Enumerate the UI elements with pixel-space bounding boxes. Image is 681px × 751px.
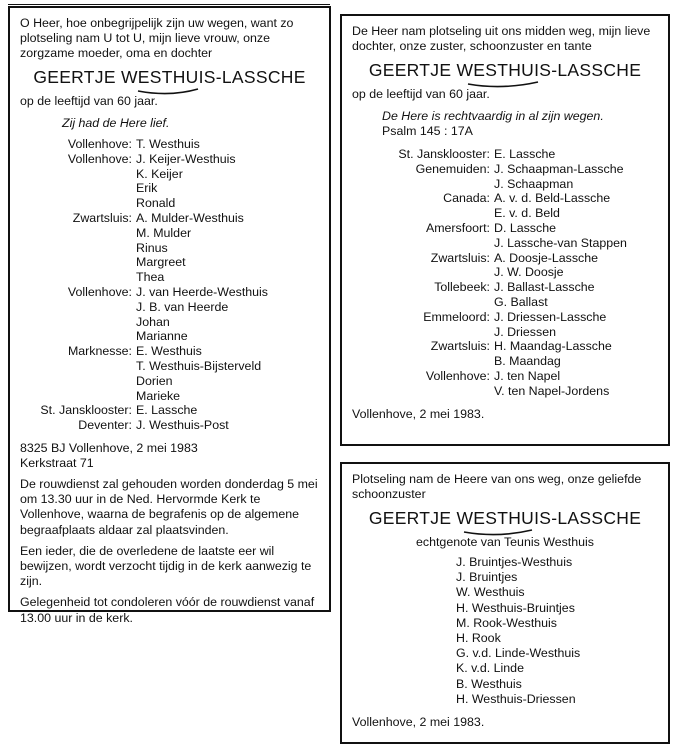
family-member: K. v.d. Linde [456, 661, 524, 676]
family-place [352, 384, 490, 399]
family-place [20, 181, 132, 196]
family-place [20, 241, 132, 256]
respect-paragraph: Een ieder, die de overledene de laatste eer wil bewijzen, wordt verzocht tijdig in de kerk aanwezig te zijn. [20, 543, 312, 589]
deceased-name-text: GEERTJE WESTHUIS-LASSCHE [33, 67, 306, 87]
date-line: Vollenhove, 2 mei 1983. [352, 406, 485, 421]
family-place: Emmeloord: [423, 309, 490, 324]
family-member: J. Lassche-van Stappen [494, 235, 627, 250]
family-member: Ronald [136, 196, 176, 211]
family-place: Zwartsluis: [72, 210, 132, 225]
quote: De Here is rechtvaardig in al zijn wegen. [382, 109, 604, 123]
family-place: Marknesse: [67, 344, 132, 359]
address-line: 8325 BJ Vollenhove, 2 mei 1983 [20, 440, 198, 455]
family-member: J. Bruintjes-Westhuis [456, 555, 573, 569]
family-place [20, 329, 132, 344]
family-place [20, 389, 132, 404]
family-member: M. Rook-Westhuis [456, 615, 557, 630]
family-place [352, 325, 490, 340]
family-member: Johan [136, 314, 170, 329]
family-member: H. Maandag-Lassche [494, 339, 612, 354]
family-member: E. Westhuis [136, 344, 202, 359]
family-member: J. Westhuis-Post [136, 418, 229, 433]
family-place [20, 270, 132, 285]
family-member: Thea [136, 270, 165, 285]
family-member: A. Mulder-Westhuis [136, 210, 244, 225]
deceased-name-text: GEERTJE WESTHUIS-LASSCHE [368, 60, 642, 80]
family-place [352, 177, 490, 192]
funeral-paragraph: De rouwdienst zal gehouden worden donderdag 5 mei om 13.30 uur in de Ned. Hervormde Kerk te Vollenhove, waarna de begrafenis op de algemene begraafplaats aldaar zal plaatsvinden. [20, 476, 318, 537]
family-place [20, 300, 132, 315]
family-member: T. Westhuis-Bijsterveld [136, 358, 262, 373]
family-member: E. Lassche [494, 147, 556, 161]
deceased-name [352, 60, 658, 81]
quote-reference: Psalm 145 : 17A [382, 124, 473, 138]
family-place [352, 295, 490, 310]
name-underline-mark [352, 60, 662, 90]
date-line: Vollenhove, 2 mei 1983. [352, 715, 485, 730]
deceased-name-text: GEERTJE WESTHUIS-LASSCHE [368, 508, 642, 528]
family-member: E. v. d. Beld [494, 206, 560, 221]
family-place: Deventer: [78, 418, 132, 433]
family-place: Genemuiden: [415, 161, 490, 176]
family-member: A. v. d. Beld-Lassche [494, 191, 611, 206]
family-member: B. Westhuis [456, 676, 522, 691]
family-member: E. Lassche [136, 403, 198, 418]
family-place [20, 167, 132, 182]
family-place: Vollenhove: [425, 368, 490, 383]
spouse-line: echtgenote van Teunis Westhuis [416, 535, 594, 549]
intro-text: De Heer nam plotseling uit ons midden weg, mijn lieve dochter, onze zuster, schoonzuster en tante [352, 24, 651, 53]
quote: Zij had de Here lief. [62, 116, 170, 130]
family-member: M. Mulder [136, 225, 192, 240]
family-place: Vollenhove: [67, 284, 132, 299]
family-member: Dorien [136, 373, 173, 388]
family-list [352, 147, 658, 399]
family-member: J. Keijer-Westhuis [136, 151, 236, 166]
family-member: J. Ballast-Lassche [494, 280, 595, 295]
family-list [352, 555, 658, 707]
family-member: J. B. van Heerde [136, 299, 229, 314]
deceased-name [20, 67, 319, 88]
condolence-paragraph: Gelegenheid tot condoleren vóór de rouwdienst vanaf 13.00 uur in de kerk. [20, 595, 315, 625]
family-member: A. Doosje-Lassche [494, 250, 598, 265]
family-member: J. ten Napel [494, 368, 561, 383]
family-member: D. Lassche [494, 220, 556, 235]
obituary-card-left [8, 6, 331, 625]
family-place: Vollenhove: [67, 151, 132, 166]
family-place [20, 359, 132, 374]
family-place: St. Jansklooster: [398, 147, 490, 161]
family-member: T. Westhuis [136, 137, 200, 151]
family-member: J. Driessen [494, 324, 556, 339]
family-place [352, 236, 490, 251]
street-line: Kerkstraat 71 [20, 455, 94, 470]
family-place: St. Jansklooster: [40, 403, 132, 418]
family-place: Canada: [443, 191, 490, 206]
family-place [20, 374, 132, 389]
family-place [20, 315, 132, 330]
obituary-card-right-top [340, 14, 670, 446]
age-line: op de leeftijd van 60 jaar. [20, 94, 158, 108]
family-member: W. Westhuis [456, 585, 525, 600]
family-place [20, 196, 132, 211]
family-member: H. Westhuis-Bruintjes [456, 600, 575, 615]
family-place: Tollebeek: [434, 280, 490, 295]
family-member: H. Rook [456, 631, 501, 646]
family-member: K. Keijer [136, 166, 183, 181]
family-member: J. Schaapman-Lassche [494, 161, 624, 176]
family-member: Erik [136, 181, 158, 196]
age-line: op de leeftijd van 60 jaar. [352, 87, 490, 101]
obituary-card-right-bottom [340, 462, 670, 744]
intro-text: Plotseling nam de Heere van ons weg, onze geliefde schoonzuster [352, 472, 642, 501]
family-place [352, 206, 490, 221]
family-place [20, 255, 132, 270]
family-place: Amersfoort: [425, 220, 490, 235]
family-place: Zwartsluis: [430, 339, 490, 354]
family-member: G. Ballast [494, 294, 548, 309]
family-place [20, 226, 132, 241]
deceased-name [352, 508, 658, 529]
family-member: J. van Heerde-Westhuis [136, 284, 268, 299]
family-member: J. Schaapman [494, 176, 574, 191]
family-member: Marianne [136, 329, 188, 344]
family-member: Marieke [136, 388, 181, 403]
family-member: Margreet [136, 255, 186, 270]
name-underline-mark [352, 508, 662, 538]
family-member: B. Maandag [494, 354, 561, 369]
top-rule [8, 4, 330, 5]
family-member: Rinus [136, 240, 168, 255]
family-place [352, 265, 490, 280]
family-member: H. Westhuis-Driessen [456, 691, 576, 706]
family-member: V. ten Napel-Jordens [494, 383, 610, 398]
family-member: J. Driessen-Lassche [494, 309, 607, 324]
family-member: J. Bruintjes [456, 570, 518, 585]
name-underline-mark [20, 67, 320, 97]
family-place [352, 354, 490, 369]
family-place: Zwartsluis: [430, 250, 490, 265]
family-member: G. v.d. Linde-Westhuis [456, 646, 581, 661]
family-place: Vollenhove: [67, 137, 132, 151]
family-member: J. W. Doosje [494, 265, 564, 280]
intro-text: O Heer, hoe onbegrijpelijk zijn uw wegen, want zo plotseling nam U tot U, mijn lieve vrouw, onze zorgzame moeder, oma en dochter [20, 16, 294, 60]
family-list [20, 137, 319, 433]
